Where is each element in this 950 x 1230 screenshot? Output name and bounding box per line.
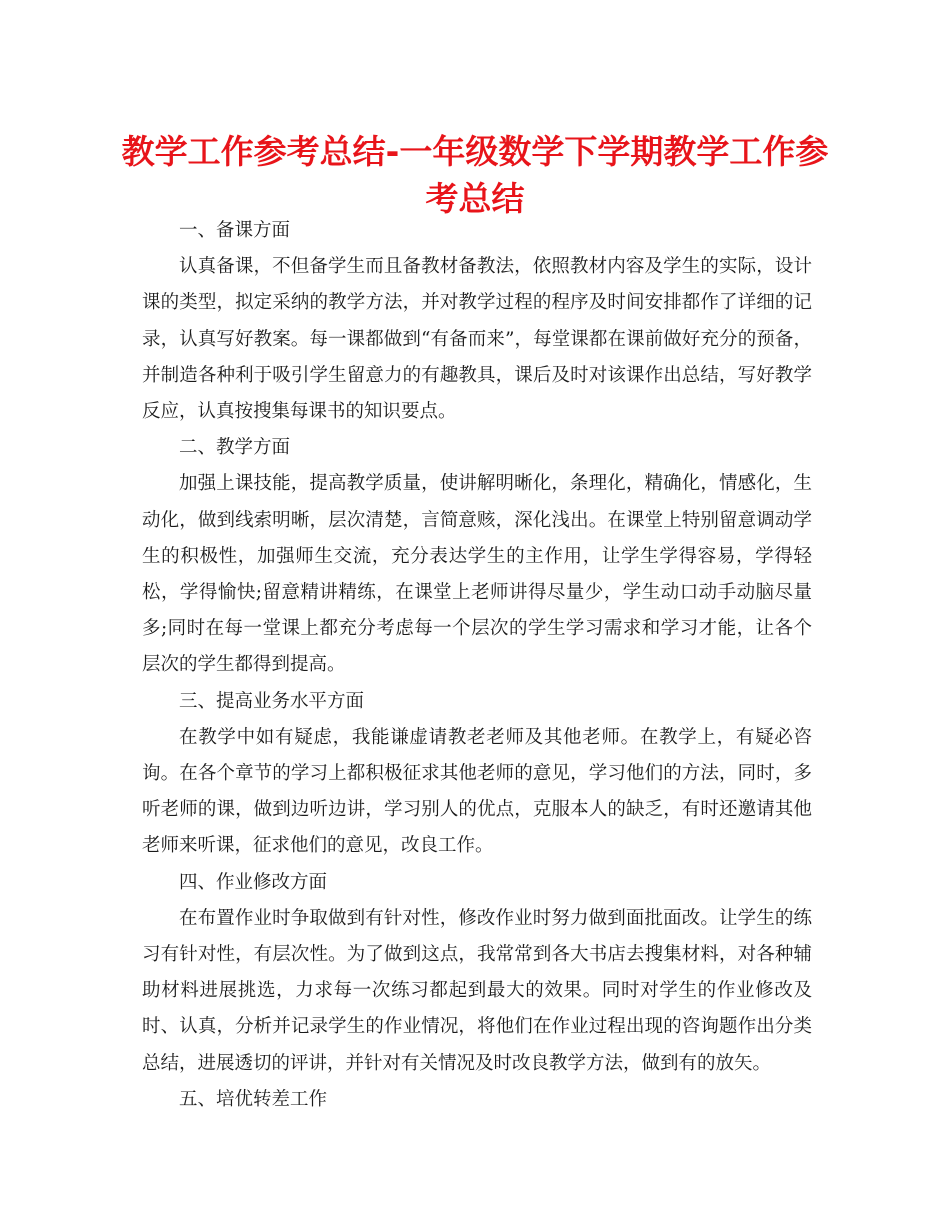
section-body-3: 在教学中如有疑虑，我能谦虚请教老老师及其他老师。在教学上，有疑必咨询。在各个章节的学习上都积极征求其他老师的意见，学习他们的方法，同时，多听老师的课，做到边听边讲，学习别人的优点，克服本人的缺乏，有时还邀请其他老师来听课，征求他们的意见，改良工作。 — [142, 726, 812, 857]
section-heading-2: 二、教学方面 — [179, 437, 291, 459]
section-body-2: 加强上课技能，提高教学质量，使讲解明晰化，条理化，精确化，情感化，生动化，做到线索明晰，层次清楚，言简意赅，深化浅出。在课堂上特别留意调动学生的积极性，加强师生交流，充分表达学生的主作用，让学生学得容易，学得轻松，学得愉快;留意精讲精练，在课堂上老师讲得尽量少，学生动口动手动脑尽量多;同时在每一堂课上都充分考虑每一个层次的学生学习需求和学习才能，让各个层次的学生都得到提高。 — [142, 473, 812, 676]
section-body-1: 认真备课，不但备学生而且备教材备教法，依照教材内容及学生的实际，设计课的类型，拟定采纳的教学方法，并对教学过程的程序及时间安排都作了详细的记录，认真写好教案。每一课都做到“有备而来”，每堂课都在课前做好充分的预备，并制造各种利于吸引学生留意力的有趣教具，课后及时对该课作出总结，写好教学反应，认真按搜集每课书的知识要点。 — [142, 256, 812, 423]
document-title: 教学工作参考总结-一年级数学下学期教学工作参考总结 — [121, 132, 829, 218]
section-heading-1: 一、备课方面 — [179, 220, 291, 241]
section-body-4: 在布置作业时争取做到有针对性，修改作业时努力做到面批面改。让学生的练习有针对性，有层次性。为了做到这点，我常常到各大书店去搜集材料，对各种辅助材料进展挑选，力求每一次练习都起到最大的效果。同时对学生的作业修改及时、认真，分析并记录学生的作业情况，将他们在作业过程出现的咨询题作出分类总结，进展透切的评讲，并针对有关情况及时改良教学方法，做到有的放矢。 — [142, 907, 812, 1074]
section-heading-4: 四、作业修改方面 — [179, 871, 328, 893]
section-heading-5: 五、培优转差工作 — [179, 1088, 328, 1110]
document-body — [142, 213, 812, 1118]
section-heading-3: 三、提高业务水平方面 — [179, 690, 365, 712]
